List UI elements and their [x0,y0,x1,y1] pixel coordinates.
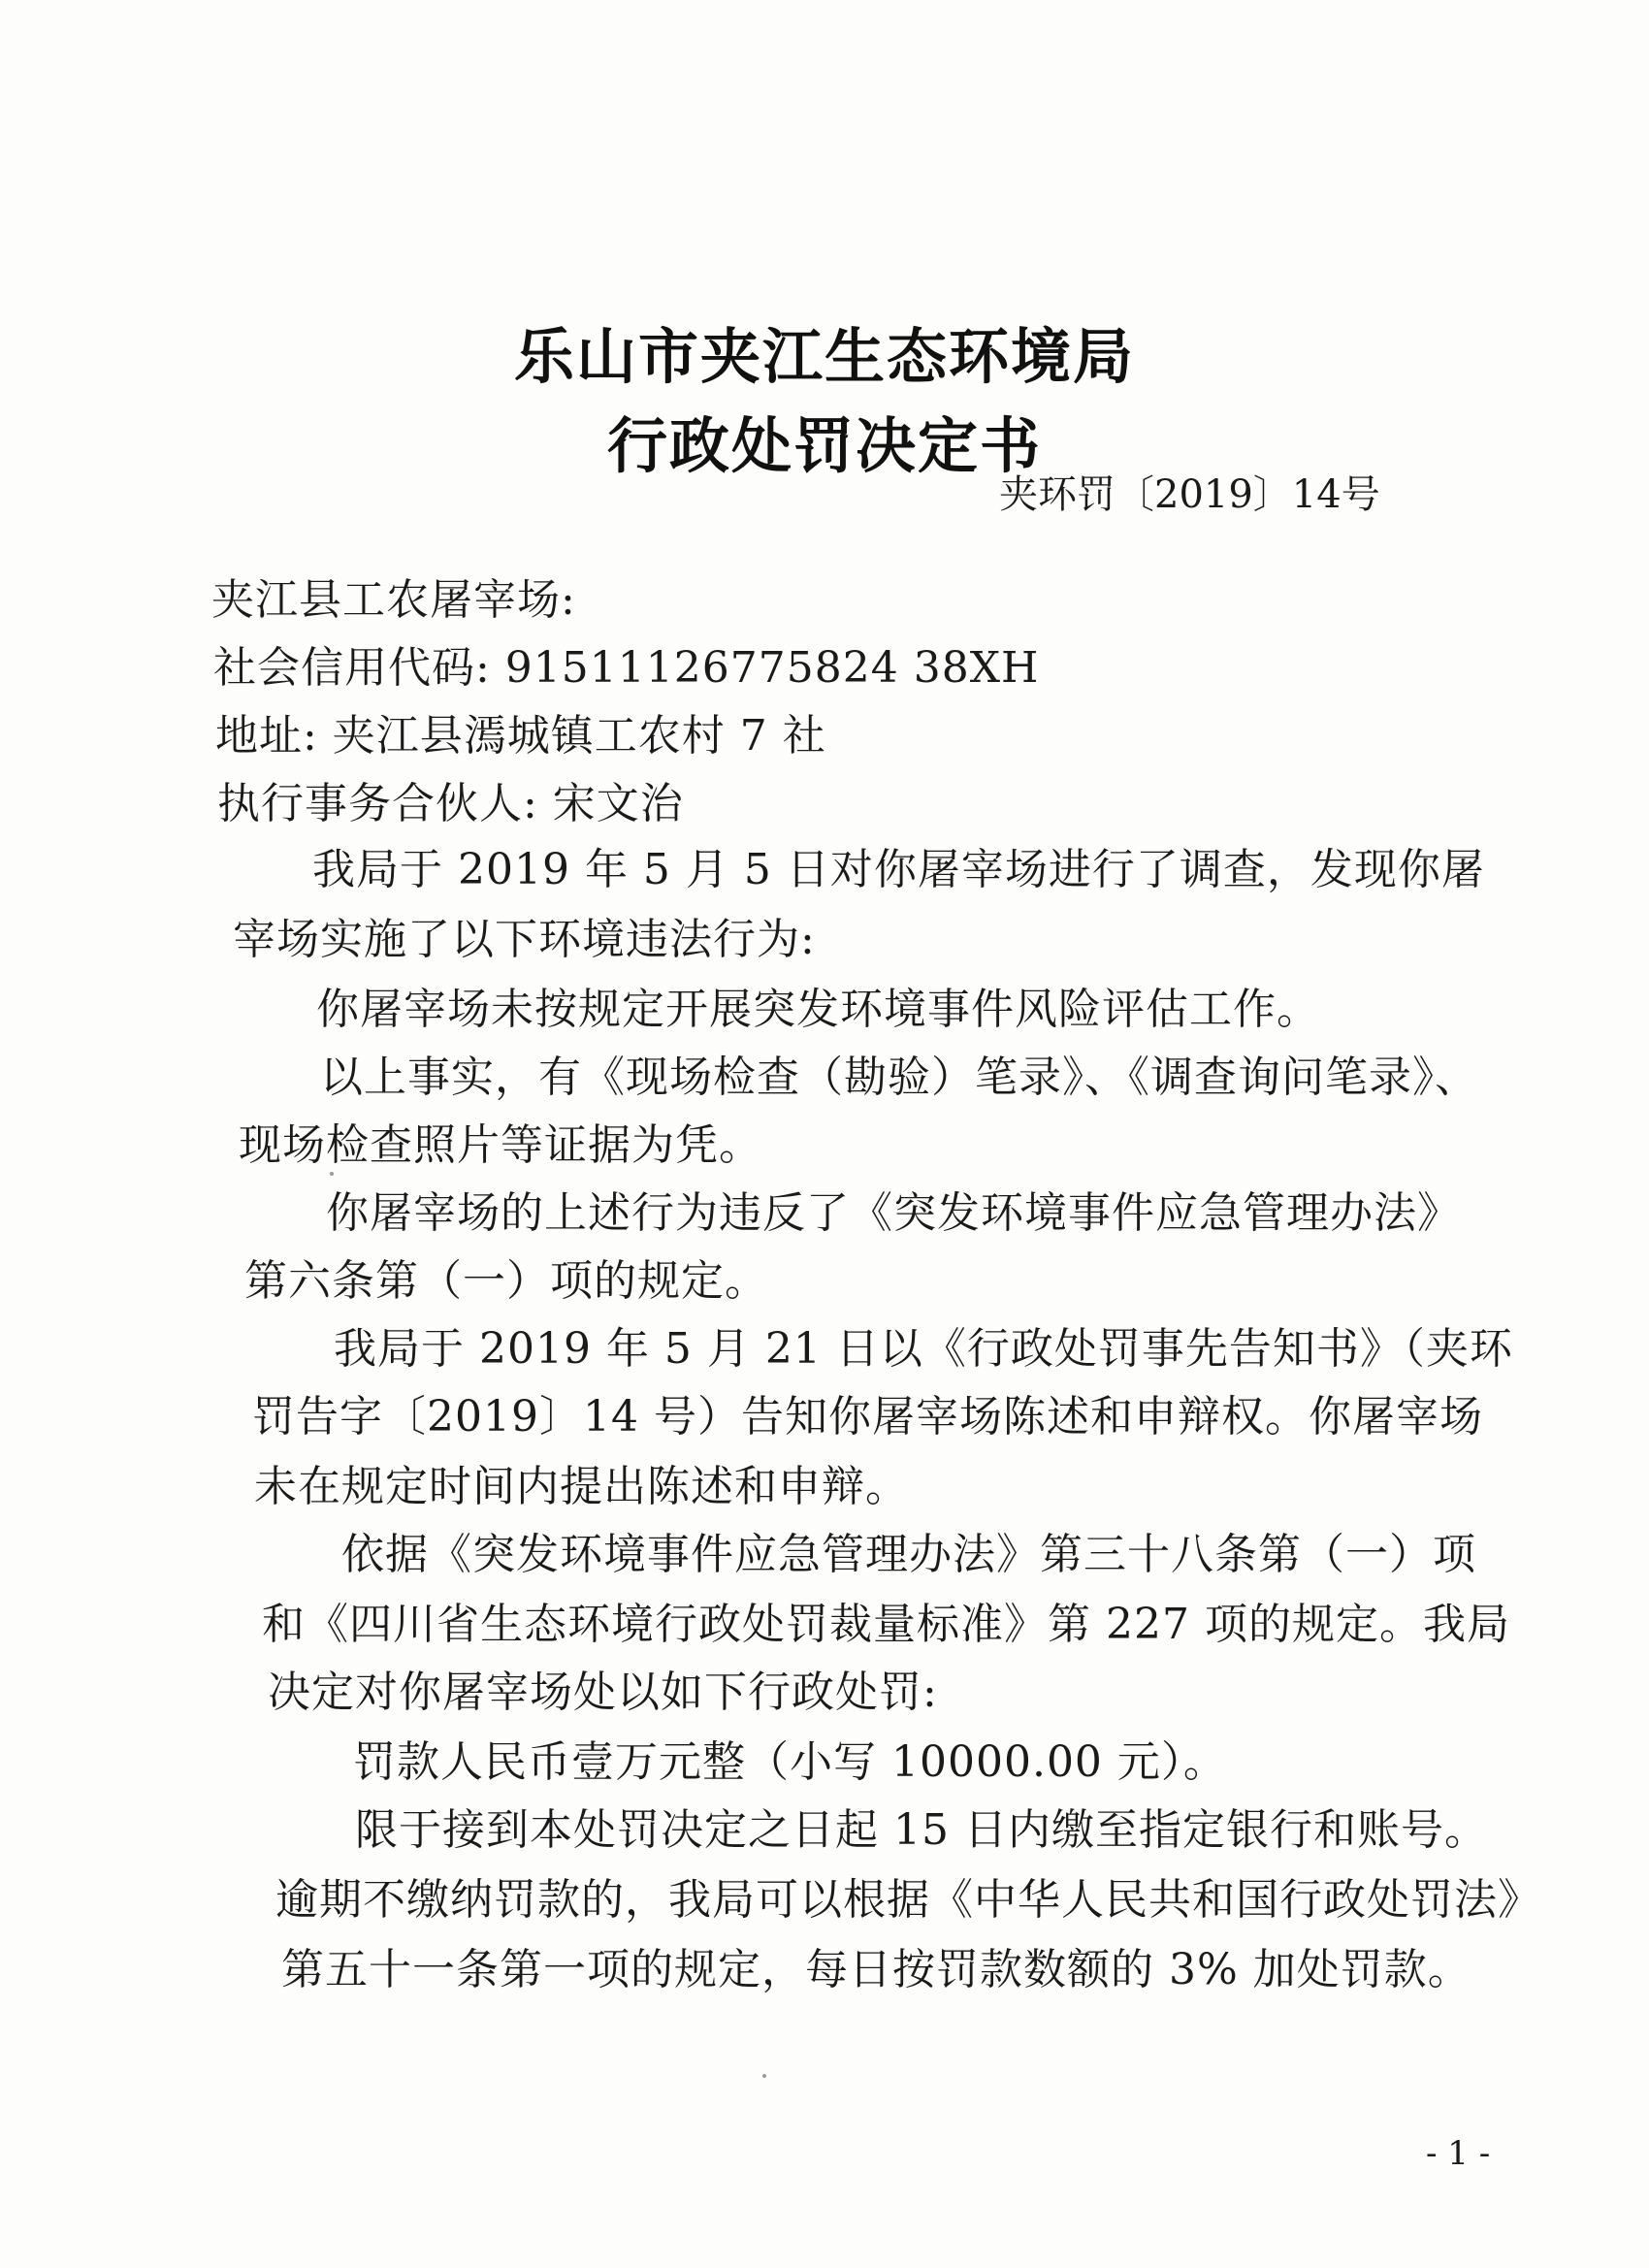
body-line: 现场检查照片等证据为凭。 [239,1120,762,1170]
body-line: 罚款人民币壹万元整（小写 10000.00 元）。 [353,1737,1227,1787]
body-line: 你屠宰场未按规定开展突发环境事件风险评估工作。 [316,985,1320,1034]
body-line: 以上事实，有《现场检查（勘验）笔录》、《调查询问笔录》、 [320,1053,1478,1102]
scan-speck [330,1172,334,1176]
body-line: 第五十一条第一项的规定，每日按罚款数额的 3% 加处罚款。 [281,1945,1471,1994]
body-line: 罚告字〔2019〕14 号）告知你屠宰场陈述和申辩权。你屠宰场 [252,1392,1483,1442]
recipient-credit-code: 社会信用代码: 91511126775824 38XH [213,643,1040,693]
body-line: 依据《突发环境事件应急管理办法》第三十八条第（一）项 [341,1530,1476,1579]
body-line: 我局于 2019 年 5 月 21 日以《行政处罚事先告知书》（夹环 [334,1324,1513,1374]
page-number: - 1 - [1426,2134,1491,2173]
body-line: 未在规定时间内提出陈述和申辩。 [254,1462,909,1511]
scan-speck [762,2074,766,2078]
body-line: 你屠宰场的上述行为违反了《突发环境事件应急管理办法》 [326,1188,1461,1238]
recipient-address: 地址: 夹江县漹城镇工农村 7 社 [215,711,826,761]
body-line: 宰场实施了以下环境违法行为: [233,915,816,964]
body-line: 我局于 2019 年 5 月 5 日对你屠宰场进行了调查，发现你屠 [312,845,1485,894]
recipient-name: 夹江县工农屠宰场: [211,575,576,625]
body-line: 第六条第（一）项的规定。 [244,1256,768,1306]
document-number: 夹环罚〔2019〕14号 [999,472,1380,517]
recipient-partner: 执行事务合伙人: 宋文治 [217,779,684,828]
body-line: 逾期不缴纳罚款的，我局可以根据《中华人民共和国行政处罚法》 [275,1875,1541,1925]
body-line: 和《四川省生态环境行政处罚裁量标准》第 227 项的规定。我局 [262,1600,1510,1649]
body-line: 限于接到本处罚决定之日起 15 日内缴至指定银行和账号。 [355,1805,1488,1855]
document-title-type: 行政处罚决定书 [606,410,1042,481]
document-title-agency: 乐山市夹江生态环境局 [513,321,1135,392]
body-line: 决定对你屠宰场处以如下行政处罚: [268,1668,938,1717]
